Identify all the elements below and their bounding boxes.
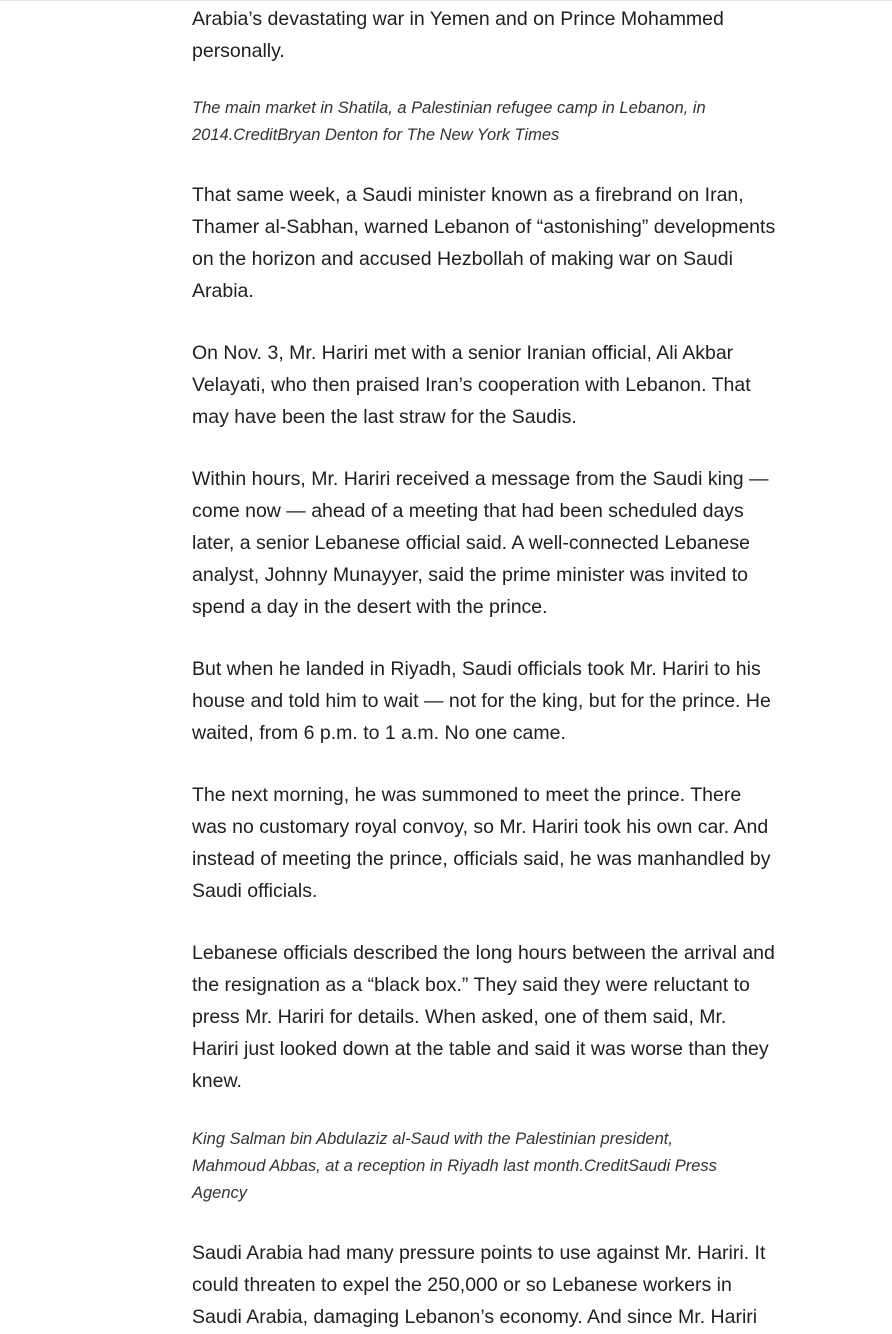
photo-caption: The main market in Shatila, a Palestinian refugee camp in Lebanon, in 2014.CreditBryan Denton for The New York Times	[192, 99, 706, 144]
paragraph: Saudi Arabia had many pressure points to use against Mr. Hariri. It could threaten to expel the 250,000 or so Lebanese workers in Saudi Arabia, damaging Lebanon’s economy. And since Mr. Hariri	[192, 1242, 766, 1328]
paragraph: On Nov. 3, Mr. Hariri met with a senior Iranian official, Ali Akbar Velayati, who then praised Iran’s cooperation with Lebanon. That may have been the last straw for the Saudis.	[192, 342, 751, 428]
paragraph: Within hours, Mr. Hariri received a message from the Saudi king — come now — ahead of a meeting that had been scheduled days later, a senior Lebanese official said. A well-connected Lebanese analyst, Johnny Munayyer, said the prime minister was invited to spend a day in the desert with the prince.	[192, 468, 769, 618]
photo-caption: King Salman bin Abdulaziz al-Saud with the Palestinian president, Mahmoud Abbas, at a reception in Riyadh last month.CreditSaudi Press Agency	[192, 1130, 717, 1202]
paragraph: The next morning, he was summoned to meet the prince. There was no customary royal convoy, so Mr. Hariri took his own car. And instead of meeting the prince, officials said, he was manhandled by Saudi officials.	[192, 784, 771, 902]
paragraph: But when he landed in Riyadh, Saudi officials took Mr. Hariri to his house and told him to wait — not for the king, but for the prince. He waited, from 6 p.m. to 1 a.m. No one came.	[192, 658, 771, 744]
paragraph: That same week, a Saudi minister known as a firebrand on Iran, Thamer al-Sabhan, warned Lebanon of “astonishing” developments on the horizon and accused Hezbollah of making war on Saudi Arabia.	[192, 184, 776, 302]
paragraph: Arabia’s devastating war in Yemen and on Prince Mohammed personally.	[192, 8, 724, 62]
paragraph: Lebanese officials described the long hours between the arrival and the resignation as a “black box.” They said they were reluctant to press Mr. Hariri for details. When asked, one of them said, Mr. Hariri just looked down at the table and said it was worse than they knew.	[192, 942, 775, 1092]
